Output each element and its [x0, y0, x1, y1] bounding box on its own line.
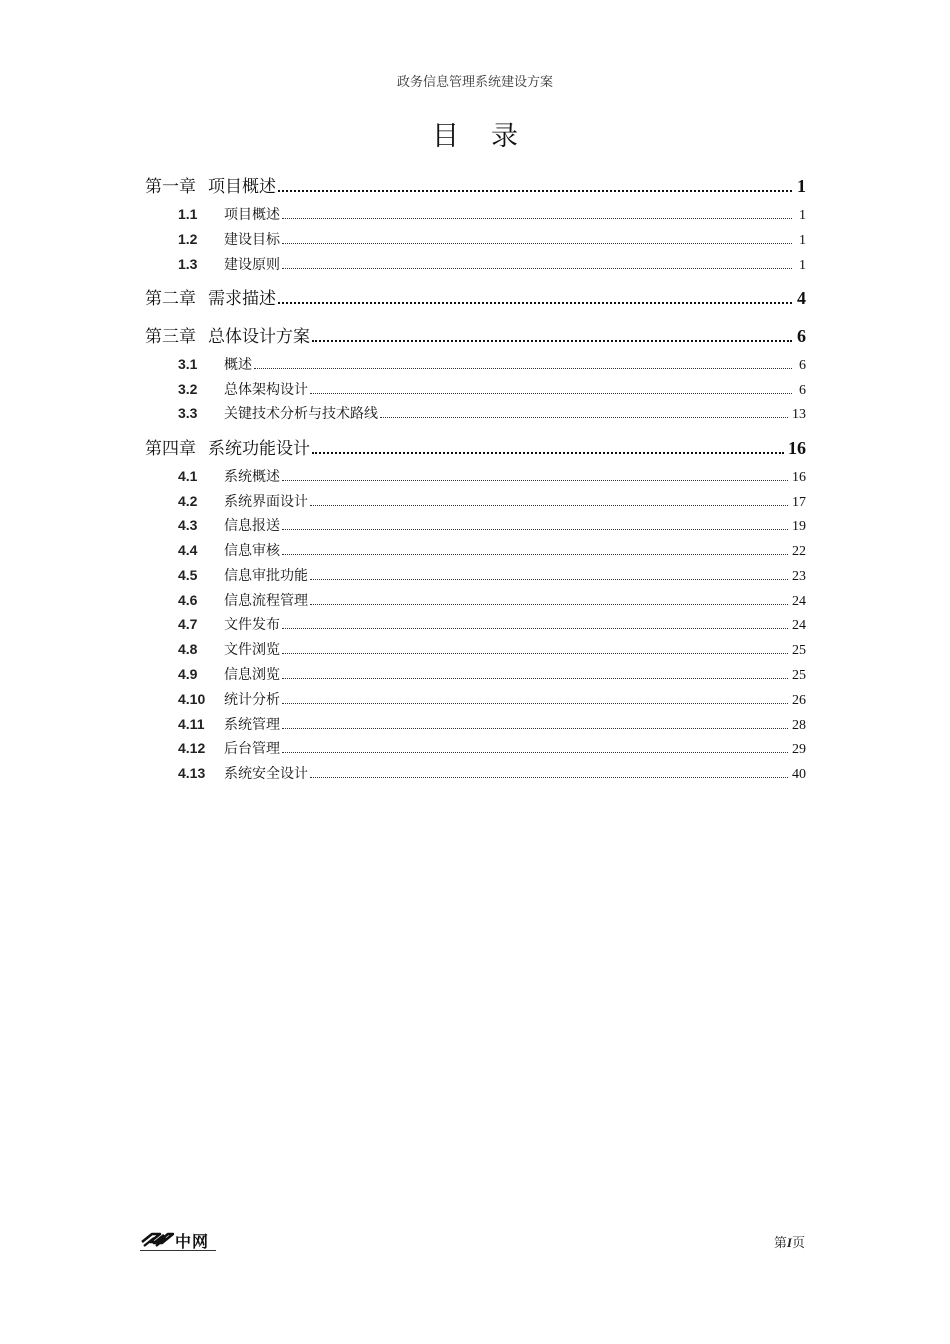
toc-entry-page: 29: [792, 742, 806, 757]
toc-entry-title: 系统概述: [224, 469, 280, 485]
footer-divider: [140, 1250, 216, 1251]
toc-dot-leader: [282, 627, 788, 629]
toc-section-entry[interactable]: [178, 664, 806, 684]
toc-entry-title: 信息流程管理: [224, 593, 308, 609]
toc-dot-leader: [310, 578, 788, 580]
toc-entry-label: [178, 639, 280, 659]
toc-entry-number: 第四章: [145, 439, 196, 459]
toc-entry-page: 16: [788, 438, 806, 458]
toc-entry-number: 4.12: [178, 740, 206, 756]
toc-entry-title: 信息报送: [224, 518, 280, 534]
toc-entry-page: 6: [799, 358, 806, 373]
toc-entry-label: [145, 322, 310, 347]
toc-entry-page: 22: [792, 544, 806, 559]
toc-entry-title: 概述: [224, 357, 252, 373]
toc-dot-leader: [312, 451, 784, 454]
toc-section-entry[interactable]: [178, 379, 806, 399]
toc-entry-page: 25: [792, 643, 806, 658]
toc-entry-label: [145, 434, 310, 459]
toc-chapter-entry[interactable]: [145, 284, 806, 309]
toc-entry-label: [178, 379, 308, 399]
toc-entry-label: [178, 515, 280, 535]
toc-chapter-entry[interactable]: [145, 322, 806, 347]
toc-entry-page: 19: [792, 519, 806, 534]
toc-entry-title: 项目概述: [208, 177, 276, 197]
page-suffix: 页: [791, 1236, 805, 1251]
toc-entry-label: [178, 354, 252, 374]
toc-entry-number: 4.8: [178, 641, 198, 657]
toc-entry-page: 1: [797, 176, 806, 196]
toc-entry-number: 3.2: [178, 381, 198, 397]
company-logo: [140, 1229, 216, 1251]
toc-entry-number: 4.9: [178, 666, 198, 682]
toc-entry-number: 4.4: [178, 542, 198, 558]
toc-entry-number: 1.3: [178, 256, 198, 272]
toc-dot-leader: [282, 727, 788, 729]
toc-entry-label: [178, 590, 308, 610]
toc-entry-label: [178, 229, 280, 249]
toc-dot-leader: [310, 603, 788, 605]
toc-entry-page: 4: [797, 288, 806, 308]
toc-section-entry[interactable]: [178, 491, 806, 511]
page-number-value: I: [786, 1235, 792, 1250]
toc-entry-label: [178, 466, 280, 486]
toc-entry-page: 25: [792, 668, 806, 683]
toc-dot-leader: [380, 416, 788, 418]
toc-entry-page: 24: [792, 594, 806, 609]
page-title: 目录: [432, 121, 550, 152]
toc-entry-title: 文件浏览: [224, 642, 280, 658]
toc-entry-label: [178, 204, 280, 224]
toc-entry-page: 23: [792, 569, 806, 584]
toc-entry-number: 3.3: [178, 405, 198, 421]
toc-section-entry[interactable]: [178, 714, 806, 734]
toc-section-entry[interactable]: [178, 565, 806, 585]
toc-section-entry[interactable]: [178, 540, 806, 560]
toc-dot-leader: [282, 267, 792, 269]
toc-section-entry[interactable]: [178, 204, 806, 224]
toc-dot-leader: [282, 677, 788, 679]
toc-section-entry[interactable]: [178, 515, 806, 535]
toc-entry-number: 第三章: [145, 327, 196, 347]
toc-section-entry[interactable]: [178, 590, 806, 610]
toc-entry-label: [178, 738, 280, 758]
toc-entry-title: 后台管理: [224, 741, 280, 757]
toc-dot-leader: [310, 776, 788, 778]
toc-entry-page: 13: [792, 407, 806, 422]
toc-entry-title: 建设目标: [224, 232, 280, 248]
toc-dot-leader: [282, 242, 792, 244]
toc-entry-title: 建设原则: [224, 257, 280, 273]
toc-entry-label: [145, 172, 276, 197]
toc-dot-leader: [282, 702, 788, 704]
toc-entry-label: [178, 491, 308, 511]
toc-dot-leader: [254, 367, 792, 369]
toc-chapter-entry[interactable]: [145, 434, 806, 459]
toc-dot-leader: [282, 528, 788, 530]
toc-entry-title: 统计分析: [224, 692, 280, 708]
toc-entry-title: 系统功能设计: [208, 439, 310, 459]
toc-entry-title: 总体设计方案: [208, 327, 310, 347]
toc-dot-leader: [310, 504, 788, 506]
toc-entry-label: [178, 614, 280, 634]
toc-entry-number: 4.2: [178, 493, 198, 509]
toc-section-entry[interactable]: [178, 403, 806, 423]
toc-entry-number: 第一章: [145, 177, 196, 197]
toc-entry-label: [178, 714, 280, 734]
toc-section-entry[interactable]: [178, 639, 806, 659]
toc-entry-title: 系统安全设计: [224, 766, 308, 782]
toc-dot-leader: [282, 479, 788, 481]
toc-entry-page: 1: [799, 208, 806, 223]
toc-entry-number: 4.6: [178, 592, 198, 608]
toc-entry-title: 需求描述: [208, 289, 276, 309]
toc-entry-label: [145, 284, 276, 309]
toc-entry-number: 第二章: [145, 289, 196, 309]
toc-entry-number: 1.2: [178, 231, 198, 247]
toc-dot-leader: [282, 751, 788, 753]
toc-entry-page: 26: [792, 693, 806, 708]
toc-entry-page: 16: [792, 470, 806, 485]
toc-section-entry[interactable]: [178, 689, 806, 709]
toc-entry-label: [178, 540, 280, 560]
toc-entry-number: 4.5: [178, 567, 198, 583]
toc-chapter-entry[interactable]: [145, 172, 806, 197]
toc-entry-title: 信息审批功能: [224, 568, 308, 584]
toc-dot-leader: [310, 392, 792, 394]
toc-entry-title: 信息浏览: [224, 667, 280, 683]
toc-entry-page: 40: [792, 767, 806, 782]
toc-entry-page: 6: [799, 383, 806, 398]
toc-entry-page: 17: [792, 495, 806, 510]
toc-entry-title: 文件发布: [224, 617, 280, 633]
toc-dot-leader: [278, 189, 792, 192]
toc-entry-number: 4.10: [178, 691, 206, 707]
toc-entry-label: [178, 254, 280, 274]
toc-section-entry[interactable]: [178, 738, 806, 758]
toc-entry-label: [178, 565, 308, 585]
toc-entry-number: 4.11: [178, 716, 205, 732]
toc-entry-page: 1: [799, 233, 806, 248]
toc-section-entry[interactable]: [178, 229, 806, 249]
toc-entry-title: 系统界面设计: [224, 494, 308, 510]
toc-entry-number: 4.7: [178, 616, 198, 632]
toc-entry-number: 3.1: [178, 356, 198, 372]
toc-entry-title: 总体架构设计: [224, 382, 308, 398]
page-prefix: 第: [773, 1236, 787, 1251]
toc-dot-leader: [282, 652, 788, 654]
toc-section-entry[interactable]: [178, 763, 806, 783]
toc-entry-title: 项目概述: [224, 207, 280, 223]
toc-entry-label: [178, 403, 378, 423]
toc-entry-label: [178, 664, 280, 684]
toc-entry-number: 4.3: [178, 517, 198, 533]
toc-entry-page: 24: [792, 618, 806, 633]
toc-section-entry[interactable]: [178, 466, 806, 486]
logo-mark-icon: [140, 1230, 174, 1250]
toc-dot-leader: [282, 553, 788, 555]
toc-entry-page: 1: [799, 258, 806, 273]
running-header: 政务信息管理系统建设方案: [396, 75, 553, 90]
toc-entry-label: [178, 763, 308, 783]
logo-text: 中网: [175, 1231, 210, 1251]
toc-entry-page: 28: [792, 718, 806, 733]
toc-section-entry[interactable]: [178, 354, 806, 374]
toc-entry-title: 信息审核: [224, 543, 280, 559]
page-number: [774, 1232, 805, 1251]
toc-section-entry[interactable]: [178, 254, 806, 274]
toc-section-entry[interactable]: [178, 614, 806, 634]
toc-entry-number: 1.1: [178, 206, 198, 222]
toc-dot-leader: [278, 301, 792, 304]
toc-entry-number: 4.1: [178, 468, 198, 484]
toc-entry-label: [178, 689, 280, 709]
toc-entry-number: 4.13: [178, 765, 206, 781]
toc-dot-leader: [312, 339, 792, 342]
toc-entry-page: 6: [797, 326, 806, 346]
toc-dot-leader: [282, 217, 792, 219]
toc-entry-title: 关键技术分析与技术路线: [224, 406, 378, 422]
toc-entry-title: 系统管理: [224, 717, 280, 733]
